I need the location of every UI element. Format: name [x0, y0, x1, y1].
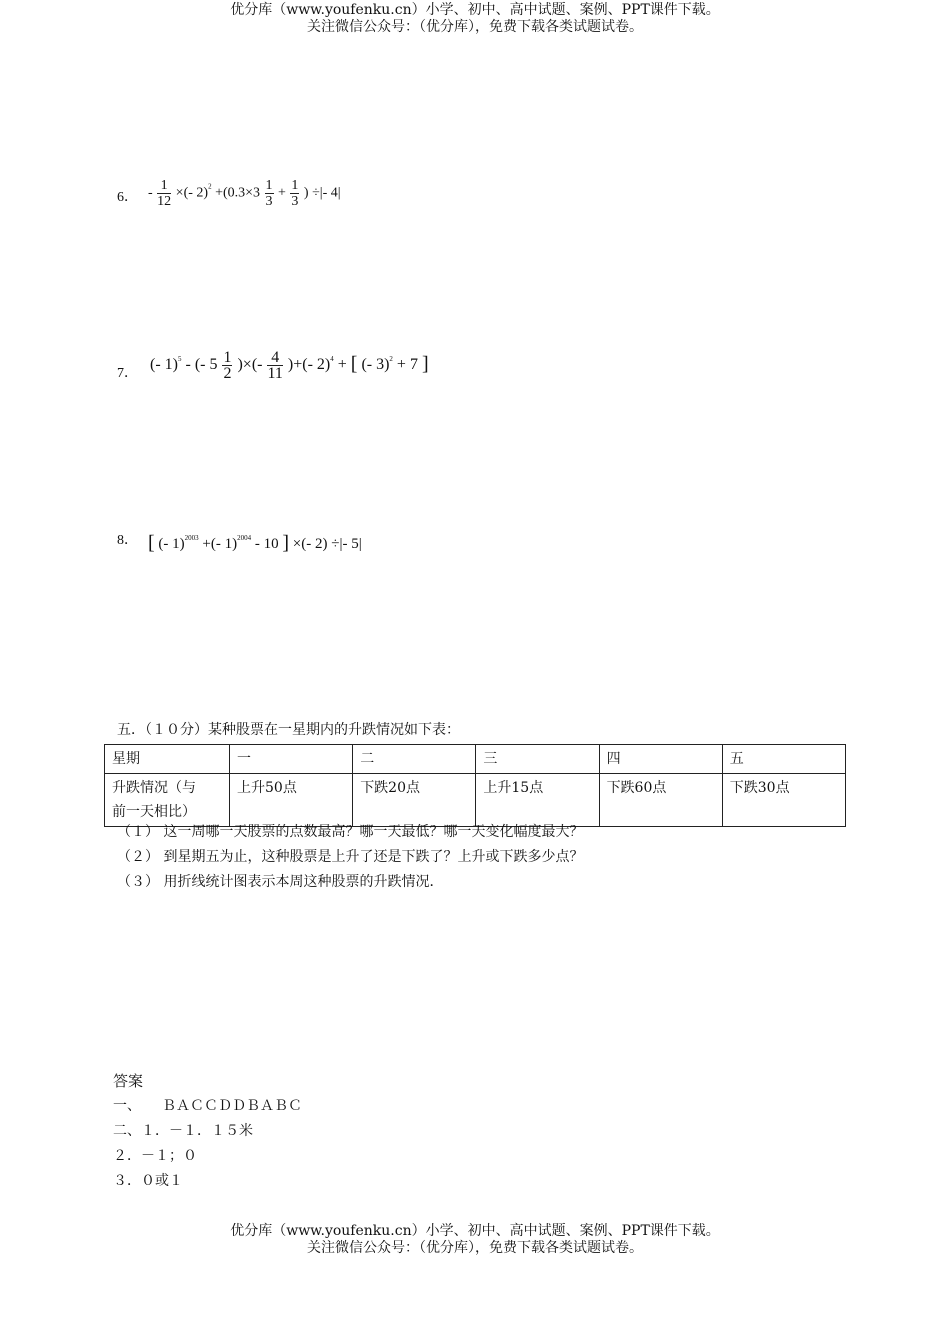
table-header-cell: 三	[476, 745, 599, 774]
page-footer-line-1: 优分库（www.youfenku.cn）小学、初中、高中试题、案例、PPT课件下载。	[230, 1223, 720, 1239]
question-3: （３） 用折线统计图表示本周这种股票的升跌情况．	[117, 874, 444, 890]
answer-line-4: ３．０或１	[113, 1173, 183, 1189]
table-cell: 上升15点	[476, 774, 599, 827]
table-header-cell: 星期	[105, 745, 230, 774]
question-1: （１） 这一周哪一天股票的点数最高？哪一天最低？哪一天变化幅度最大？	[117, 824, 584, 840]
section-5-title: 五．（１０分）某种股票在一星期内的升跌情况如下表：	[117, 722, 460, 738]
problem-8-expression: [ (- 1)$^{2003}$ +(- 1)$^{2004}$ - 10 ] ×(- 2) ÷|- 5|	[148, 532, 362, 554]
problem-7-number: 7．	[117, 366, 138, 381]
page-header-line-1: 优分库（www.youfenku.cn）小学、初中、高中试题、案例、PPT课件下载。	[230, 2, 720, 18]
stock-table	[104, 744, 846, 827]
table-cell: 下跌30点	[722, 774, 845, 827]
fraction: $\frac{1}{3}$	[291, 178, 299, 209]
problem-7-expression: (- 1)$^5$ - (- 5 $\frac{1}{2}$ )×(- $\frac{4}{11}$ )+(- 2)$^4$ + [ (- 3)$^2$ + 7 ]	[150, 349, 429, 382]
row-label-line-2: 前一天相比）	[112, 804, 196, 820]
answer-line-2: 二、１．－１．１５米	[113, 1123, 253, 1139]
table-header-cell: 四	[599, 745, 722, 774]
table-cell: 下跌20点	[353, 774, 476, 827]
problem-6-number: 6．	[117, 190, 138, 205]
table-cell: 下跌60点	[599, 774, 722, 827]
answer-line-3: ２．－１；０	[113, 1148, 197, 1164]
answer-line-1: 一、 ＢＡＣＣＤＤＢＡＢＣ	[113, 1098, 302, 1114]
fraction: $\frac{1}{3}$	[265, 178, 273, 209]
table-row	[105, 745, 846, 774]
table-header-cell: 二	[353, 745, 476, 774]
table-row	[105, 774, 846, 827]
answers-title: 答案	[113, 1072, 144, 1090]
row-label-line-1: 升跌情况（与	[112, 780, 196, 796]
table-header-cell: 五	[722, 745, 845, 774]
question-2: （２） 到星期五为止，这种股票是上升了还是下跌了？上升或下跌多少点？	[117, 849, 584, 865]
fraction: $\frac{1}{12}$	[157, 178, 172, 209]
problem-6-expression: - $\frac{1}{12}$ ×(- 2)$^2$ +(0.3×3 $\frac{1}{3}$ + $\frac{1}{3}$ ) ÷|- 4|	[148, 178, 341, 209]
row-label-cell	[105, 774, 230, 827]
table-cell: 上升50点	[230, 774, 353, 827]
page-footer-line-2: 关注微信公众号：（优分库），免费下载各类试题试卷。	[307, 1240, 643, 1256]
page-header-line-2: 关注微信公众号：（优分库），免费下载各类试题试卷。	[307, 19, 643, 35]
fraction: $\frac{1}{2}$	[223, 349, 232, 382]
problem-8-number: 8．	[117, 533, 138, 548]
fraction: $\frac{4}{11}$	[267, 349, 283, 382]
table-header-cell: 一	[230, 745, 353, 774]
